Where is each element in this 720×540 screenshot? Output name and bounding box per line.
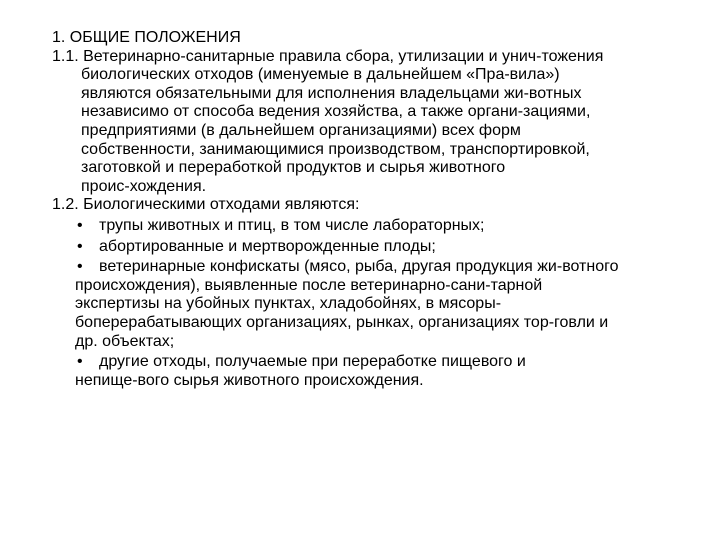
bullet-icon: • [77, 258, 83, 276]
bullet-icon: • [77, 237, 83, 255]
paragraph-1-2-title: 1.2. Биологическими отходами являются: [52, 196, 360, 214]
list-item [52, 238, 702, 257]
paragraph-1-1 [52, 48, 702, 197]
list-item-line: экспертизы на убойных пунктах, хладобойнях, в мясоры- [75, 295, 502, 313]
list-item-line: боперерабатывающих организациях, рынках, организациях тор-говли и [75, 313, 609, 331]
list-item-line: др. объектах; [75, 332, 175, 350]
list-item-text: ветеринарные конфискаты (мясо, рыба, другая продукция жи-вотного [99, 258, 619, 276]
paragraph-1-2 [52, 196, 702, 390]
list-item-text: абортированные и мертворожденные плоды; [99, 237, 436, 255]
paragraph-1-1-line: биологических отходов (именуемые в дальнейшем «Пра-вила») [81, 66, 560, 84]
paragraph-1-1-first-line: 1.1. Ветеринарно-санитарные правила сбора, утилизации и унич-тожения [52, 47, 604, 65]
section-title: 1. ОБЩИЕ ПОЛОЖЕНИЯ [52, 29, 241, 46]
paragraph-1-1-line: являются обязательными для исполнения владельцами жи-вотных [81, 84, 582, 102]
bullet-icon: • [77, 353, 83, 371]
list-item [52, 217, 702, 236]
paragraph-1-1-line: собственности, занимающимися производством, транспортировкой, [81, 140, 590, 158]
list-item-line: происхождения), выявленные после ветеринарно-сани-тарной [75, 276, 543, 294]
list-item-line: непище-вого сырья животного происхождения. [75, 371, 424, 389]
paragraph-1-1-line: предприятиями (в дальнейшем организациями) всех форм [81, 121, 521, 139]
paragraph-1-1-line: заготовкой и переработкой продуктов и сырья животного [81, 159, 506, 177]
paragraph-1-1-line: проис-хождения. [81, 177, 207, 195]
list-item [52, 353, 702, 390]
list-item-text: другие отходы, получаемые при переработке пищевого и [99, 353, 526, 371]
list-item-text: трупы животных и птиц, в том числе лабораторных; [99, 216, 485, 234]
list-item [52, 258, 702, 351]
paragraph-1-1-line: независимо от способа ведения хозяйства, а также органи-зациями, [81, 103, 591, 121]
text-body [52, 29, 702, 390]
bullet-icon: • [77, 216, 83, 234]
